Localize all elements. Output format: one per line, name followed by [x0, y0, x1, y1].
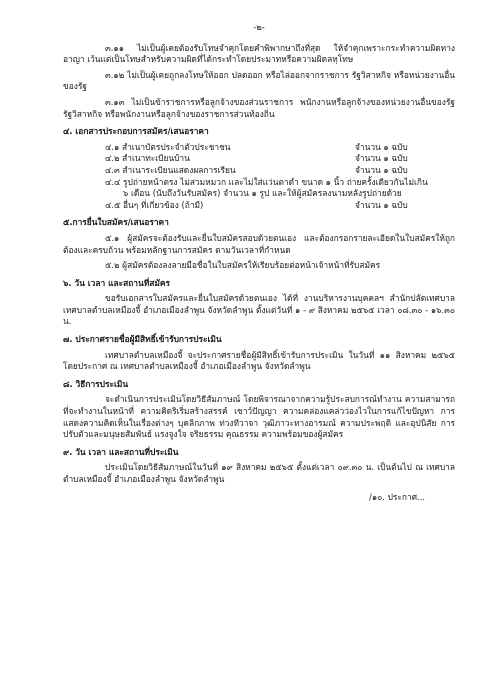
doc-item-label: ๔.๑ สำเนาบัตรประจำตัวประชาชน	[105, 141, 231, 152]
doc-item-label: ๔.๒ สำเนาทะเบียนบ้าน	[105, 153, 190, 164]
doc-item	[105, 142, 455, 154]
photo-requirement-line1: ๔.๔ รูปถ่ายหน้าตรง ไม่สวมหมวก และไม่ใส่แว่นตาดำ ขนาด ๑ นิ้ว ถ่ายครั้งเดียวกันไม่เกิน	[105, 176, 428, 187]
doc-item-count: จำนวน ๑ ฉบับ	[355, 164, 408, 175]
doc-item-label: ๔.๓ สำเนาระเบียนแสดงผลการเรียน	[105, 164, 236, 175]
next-page-marker: /๑๐. ประกาศ...	[369, 491, 425, 502]
doc-item-count: จำนวน ๑ ฉบับ	[355, 141, 408, 152]
section-5-1: ๕.๑ ผู้สมัครจะต้องรับและยื่นใบสมัครสอบด้วยตนเอง และต้องกรอกรายละเอียดในใบสมัครให้ถูกต้องและครบถ้วน พร้อมหลักฐานการสมัคร ตามวันเวลาที่กำหนด	[63, 232, 455, 255]
section-5-application	[63, 217, 455, 271]
section-6-text: ขอรับเอกสารใบสมัครและยื่นใบสมัครด้วยตนเอง ได้ที่ งานบริหารงานบุคคลฯ สำนักปลัดเทศบาล เทศบาลตำบลเหมืองจี้ อำเภอเมืองลำพูน จังหวัดลำพูน ตั้งแต่วันที่ ๑ - ๙ สิงหาคม ๒๕๖๕ เวลา ๐๘.๓๐ - ๑๖.๓๐ น.	[63, 293, 455, 327]
doc-item	[105, 153, 455, 165]
page-number: -๒-	[253, 22, 265, 32]
section-9-heading: ๙. วัน เวลา และสถานที่ประเมิน	[63, 446, 179, 457]
doc-item-count: จำนวน ๑ ฉบับ	[355, 199, 408, 210]
section-7-text: เทศบาลตำบลเหมืองจี้ จะประกาศรายชื่อผู้มีสิทธิ์เข้ารับการประเมิน ในวันที่ ๑๑ สิงหาคม ๒๕๖๕ โดยประกาศ ณ เทศบาลตำบลเหมืองจี้ อำเภอเมืองลำพูน จังหวัดลำพูน	[63, 349, 455, 372]
section-9-assessment	[63, 447, 455, 486]
doc-item-count: จำนวน ๑ ฉบับ	[355, 153, 408, 164]
section-4-documents	[63, 126, 455, 211]
section-6-schedule	[63, 278, 455, 328]
section-7-heading: ๗. ประกาศรายชื่อผู้มีสิทธิ์เข้ารับการประเมิน	[63, 334, 222, 345]
section-8-heading: ๘. วิธีการประเมิน	[63, 378, 129, 389]
section-5-2: ๕.๒ ผู้สมัครต้องลงลายมือชื่อในใบสมัครให้เรียบร้อยต่อหน้าเจ้าหน้าที่รับสมัคร	[105, 260, 381, 271]
doc-item-label: ๔.๕ อื่นๆ ที่เกี่ยวข้อง (ถ้ามี)	[105, 199, 204, 210]
section-7-announcement	[63, 334, 455, 373]
section-8-method	[63, 379, 455, 441]
section-9-text: ประเมินโดยวิธีสัมภาษณ์ในวันที่ ๑๙ สิงหาคม ๒๕๖๕ ตั้งแต่เวลา ๐๙.๓๐ น. เป็นต้นไป ณ เทศบาลตำบลเหมืองจี้ อำเภอเมืองลำพูน จังหวัดลำพูน	[63, 462, 455, 484]
section-6-heading: ๖. วัน เวลา และสถานที่สมัคร	[63, 277, 170, 288]
doc-item	[105, 200, 455, 212]
doc-item	[105, 165, 455, 177]
prohibition-3-12: ๓.๑๒ ไม่เป็นผู้เคยถูกลงโทษให้ออก ปลดออก หรือไล่ออกจากราชการ รัฐวิสาหกิจ หรือหน่วยงานอื่นของรัฐ	[63, 69, 455, 92]
prohibition-3-11: ๓.๑๑ ไม่เป็นผู้เคยต้องรับโทษจำคุกโดยคำพิพากษาถึงที่สุด ให้จำคุกเพราะกระทำความผิดทางอาญา เว้นแต่เป็นโทษสำหรับความผิดที่ได้กระทำโดยประมาทหรือความผิดลหุโทษ	[63, 42, 455, 65]
section-4-heading: ๔. เอกสารประกอบการสมัคร/เสนอราคา	[63, 126, 209, 137]
prohibition-3-13: ๓.๑๓ ไม่เป็นข้าราชการหรือลูกจ้างของส่วนราชการ พนักงานหรือลูกจ้างของหน่วยงานอื่นของรัฐ รัฐวิสาหกิจ หรือพนักงานหรือลูกจ้างของราชการส่วนท้องถิ่น	[63, 96, 455, 119]
section-5-heading: ๕.การยื่นใบสมัคร/เสนอราคา	[63, 217, 169, 228]
photo-requirement-line2: ๖ เดือน (นับถึงวันรับสมัคร) จำนวน ๑ รูป และให้ผู้สมัครลงนามหลังรูปถ่ายด้วย	[123, 188, 402, 199]
section-8-text: จะดำเนินการประเมินโดยวิธีสัมภาษณ์ โดยพิจารณาจากความรู้ประสบการณ์ทำงาน ความสามารถที่จะทำงานในหน้าที่ ความคิดริเริ่มสร้างสรรค์ เชาว์ปัญญา ความคล่องแคล่วว่องไวในการแก้ไขปัญหา การแสดงความคิดเห็นในเรื่องต่างๆ บุคลิกภาพ ท่วงทีวาจา วุฒิภาวะทางอารมณ์ ความประพฤติ และอุปนิสัย การปรับตัวและมนุษยสัมพันธ์ แรงจูงใจ จริยธรรม คุณธรรม ความพร้อมของผู้สมัคร	[63, 394, 455, 440]
